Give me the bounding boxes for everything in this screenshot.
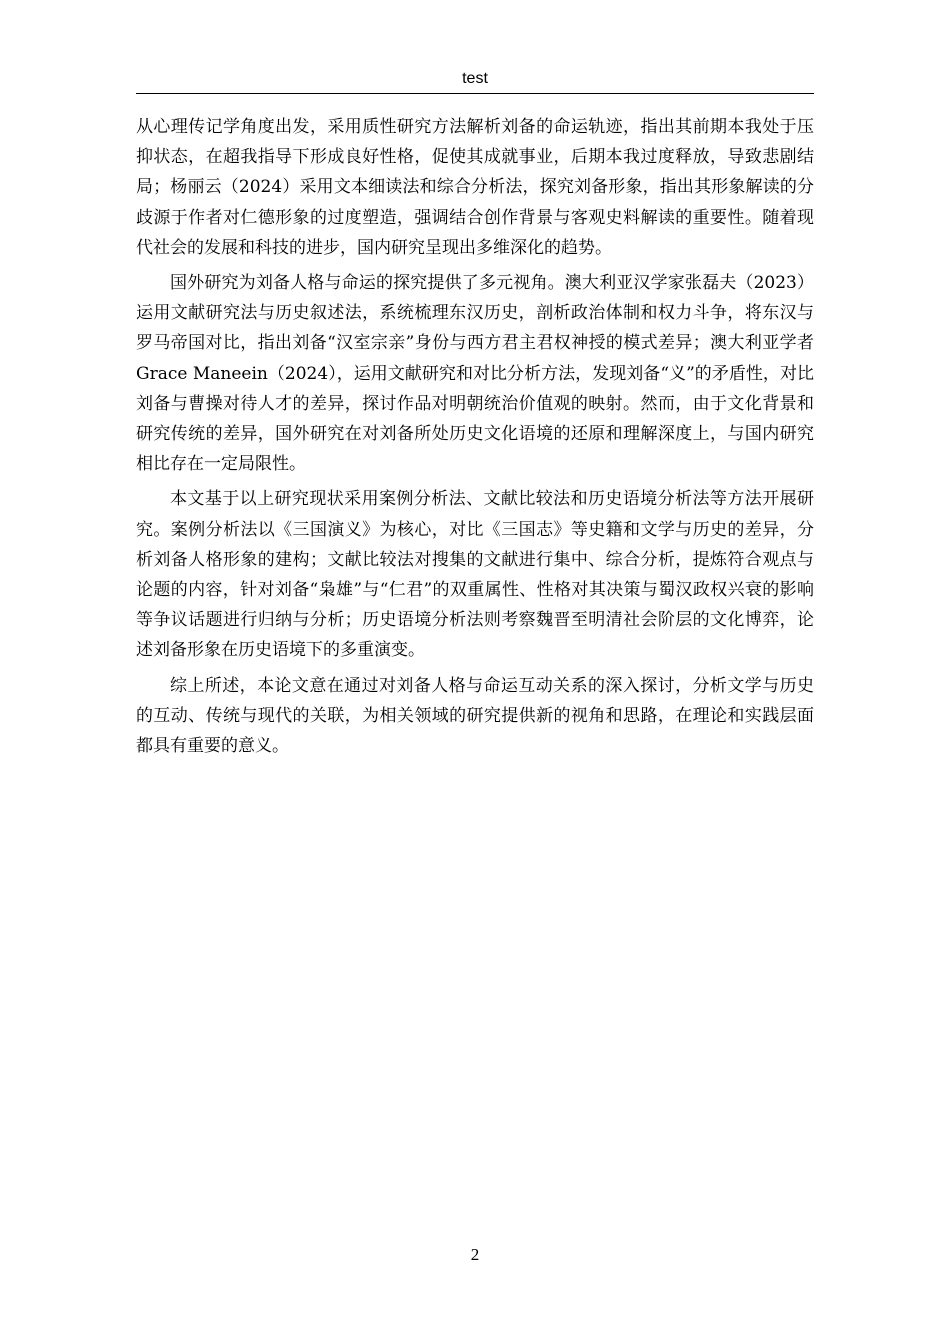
page-header xyxy=(136,66,814,94)
paragraph-conclusion: 综上所述，本论文意在通过对刘备人格与命运互动关系的深入探讨，分析文学与历史的互动、传统与现代的关联，为相关领域的研究提供新的视角和思路，在理论和实践层面都具有重要的意义。 xyxy=(136,675,814,757)
paragraph-continuation: 从心理传记学角度出发，采用质性研究方法解析刘备的命运轨迹，指出其前期本我处于压抑状态，在超我指导下形成良好性格，促使其成就事业，后期本我过度释放，导致悲剧结局；杨丽云（2024）采用文本细读法和综合分析法，探究刘备形象，指出其形象解读的分歧源于作者对仁德形象的过度塑造，强调结合创作背景与客观史料解读的重要性。随着现代社会的发展和科技的进步，国内研究呈现出多维深化的趋势。 xyxy=(136,117,814,258)
document-body xyxy=(136,112,814,766)
page-number: 2 xyxy=(470,1245,480,1264)
header-title: test xyxy=(462,70,488,87)
paragraph-foreign-research: 国外研究为刘备人格与命运的探究提供了多元视角。澳大利亚汉学家张磊夫（2023）运用文献研究法与历史叙述法，系统梳理东汉历史，剖析政治体制和权力斗争，将东汉与罗马帝国对比，指出刘备“汉室宗亲”身份与西方君主君权神授的模式差异；澳大利亚学者 Grace Maneein（2024），运用文献研究和对比分析方法，发现刘备“义”的矛盾性，对比刘备与曹操对待人才的差异，探讨作品对明朝统治价值观的映射。然而，由于文化背景和研究传统的差异，国外研究在对刘备所处历史文化语境的还原和理解深度上，与国内研究相比存在一定局限性。 xyxy=(136,273,814,475)
paragraph-methods: 本文基于以上研究现状采用案例分析法、文献比较法和历史语境分析法等方法开展研究。案例分析法以《三国演义》为核心，对比《三国志》等史籍和文学与历史的差异，分析刘备人格形象的建构；文献比较法对搜集的文献进行集中、综合分析，提炼符合观点与论题的内容，针对刘备“枭雄”与“仁君”的双重属性、性格对其决策与蜀汉政权兴衰的影响等争议话题进行归纳与分析；历史语境分析法则考察魏晋至明清社会阶层的文化博弈，论述刘备形象在历史语境下的多重演变。 xyxy=(136,489,814,661)
